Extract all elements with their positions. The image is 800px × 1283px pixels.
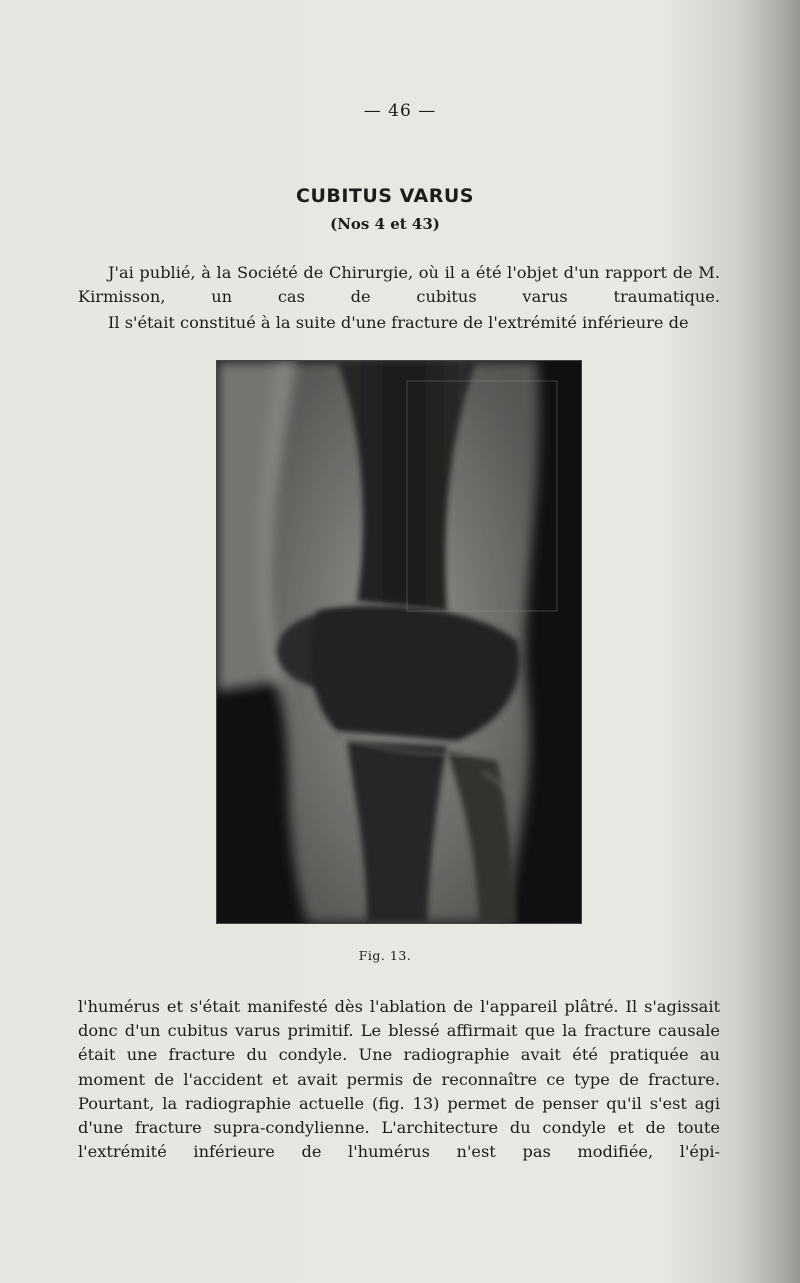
paragraph-fracture-start-text: Il s'était constitué à la suite d'une fracture de l'extrémité inférieure de [108, 313, 689, 332]
section-subtitle: (Nos 4 et 43) [330, 215, 440, 233]
radiograph-figure [216, 360, 582, 924]
paragraph-continuation: l'humérus et s'était manifesté dès l'ablation de l'appareil plâtré. Il s'agissait donc d'un cubitus varus primitif. Le blessé affirmait que la fracture causale était une fracture du condyle. Une radiographie avait été pratiquée au moment de l'accident et avait permis de reconnaître ce type de fracture. Pourtant, la radiographie actuelle (fig. 13) permet de penser qu'il s'est agi d'une fracture supra-condylienne. L'architecture du condyle et de toute l'extrémité inférieure de l'humérus n'est pas modifiée, l'épi- [78, 997, 720, 1162]
section-title: CUBITUS VARUS [296, 185, 474, 207]
paragraph-intro-text: J'ai publié, à la Société de Chirurgie, où il a été l'objet d'un rapport de M. Kirmisson, un cas de cubitus varus traumatique. [78, 263, 720, 306]
radiograph-image [217, 361, 581, 923]
page-number: — 46 — [363, 101, 437, 121]
figure-caption: Fig. 13. [358, 948, 412, 963]
paragraph-intro [78, 261, 720, 308]
paragraph-fracture-start [78, 311, 720, 335]
